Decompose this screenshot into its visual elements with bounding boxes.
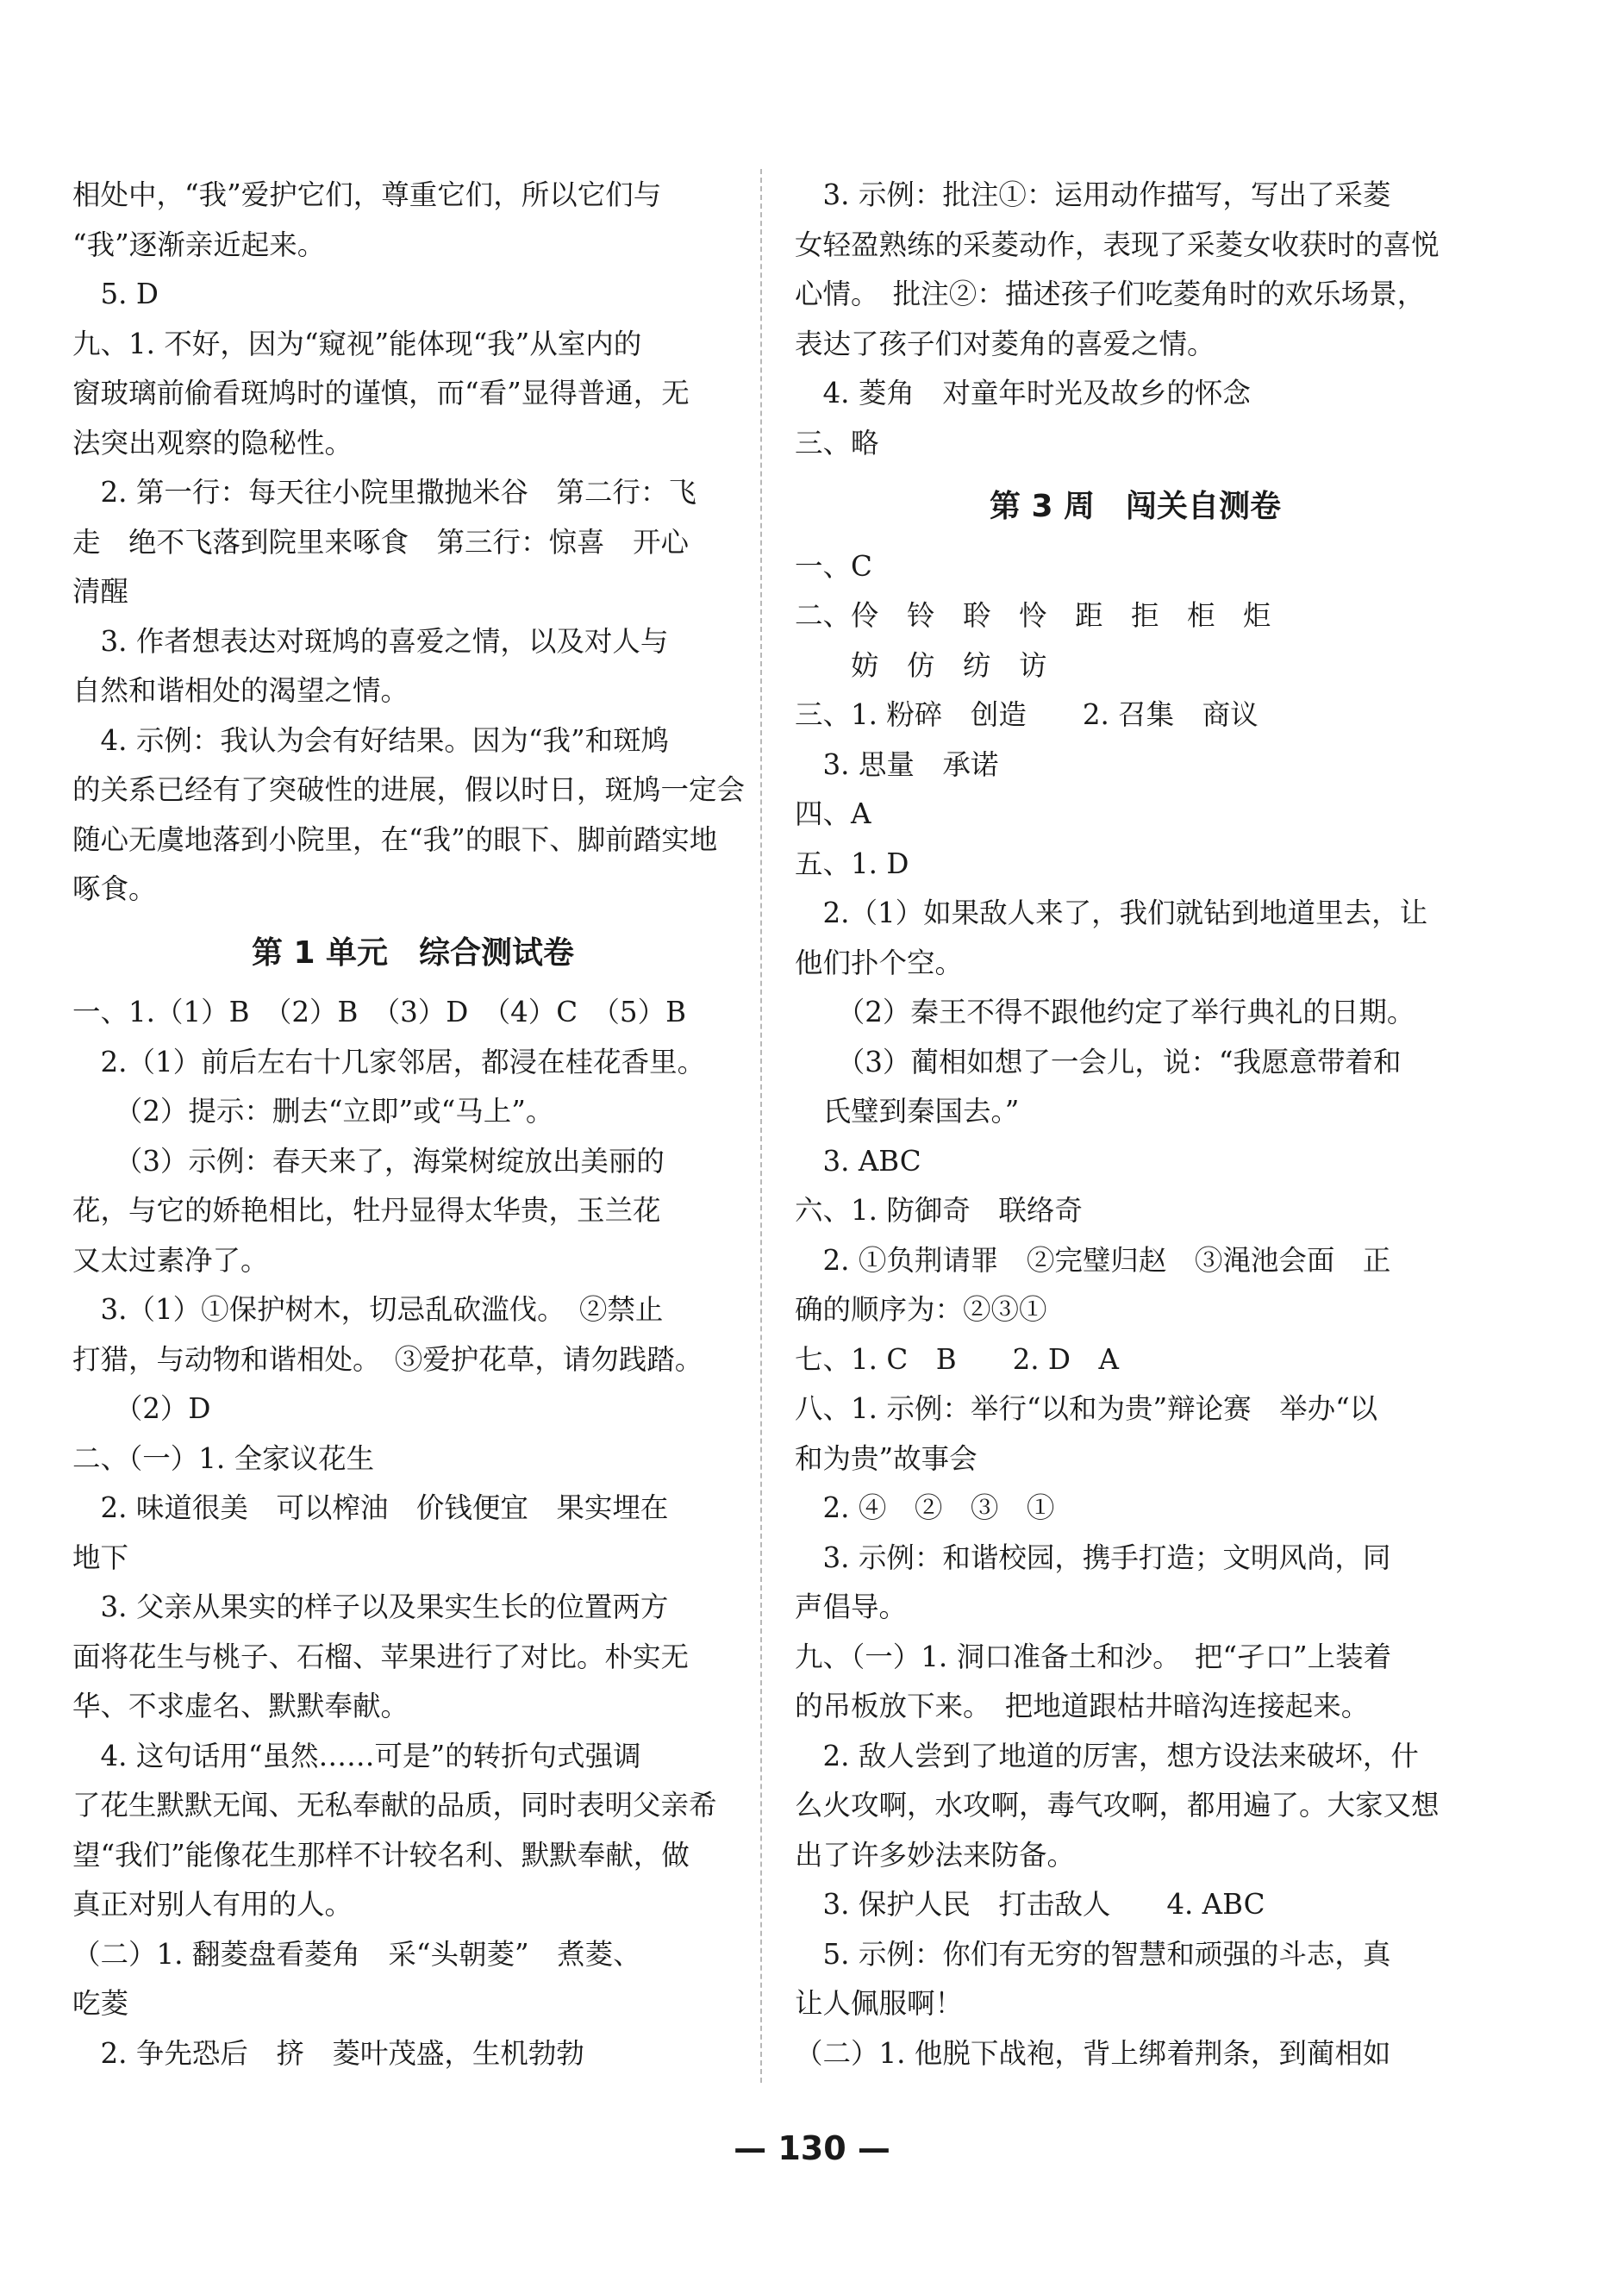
text-line: 和为贵”故事会 (795, 1441, 978, 1475)
text-line: 又太过素净了。 (72, 1243, 269, 1277)
text-line: 3. 思量 承诺 (795, 747, 999, 781)
text-line: 打猎，与动物和谐相处。 ③爱护花草，请勿践踏。 (72, 1342, 703, 1376)
text-line: 真正对别人有用的人。 (72, 1888, 353, 1921)
text-line: 八、1. 示例：举行“以和为贵”辩论赛 举办“以 (795, 1392, 1378, 1425)
text-line: 九、（一）1. 洞口准备土和沙。 把“孑口”上装着 (795, 1640, 1392, 1673)
text-line: 的关系已经有了突破性的进展，假以时日，斑鸠一定会 (72, 773, 746, 806)
text-line: 妨 仿 纺 访 (795, 648, 1047, 682)
text-line: （2）D (72, 1392, 211, 1425)
text-line: 一、C (795, 549, 872, 583)
text-line: 出了许多妙法来防备。 (795, 1838, 1076, 1872)
text-line: 2. 第一行：每天往小院里撒抛米谷 第二行：飞 (72, 476, 696, 509)
text-line: 3. ABC (795, 1144, 921, 1178)
text-line: （3）示例：春天来了，海棠树绽放出美丽的 (72, 1144, 665, 1178)
text-line: 吃菱 (72, 1987, 129, 2020)
text-line: 5. 示例：你们有无穷的智慧和顽强的斗志，真 (795, 1937, 1391, 1971)
text-line: 窗玻璃前偷看斑鸠时的谨慎，而“看”显得普通，无 (72, 377, 690, 409)
text-line: 三、1. 粉碎 创造 2. 召集 商议 (795, 698, 1259, 731)
text-line: （3）蔺相如想了一会儿，说：“我愿意带着和 (795, 1045, 1402, 1078)
text-line: 啄食。 (72, 872, 157, 905)
text-line: 望“我们”能像花生那样不计较名利、默默奉献，做 (72, 1838, 690, 1872)
left-block-1 (72, 171, 753, 915)
text-line: 2. ④ ② ③ ① (795, 1491, 1055, 1524)
text-line: 一、1.（1）B （2）B （3）D （4）C （5）B (72, 996, 686, 1028)
text-line: 3. 保护人民 打击敌人 4. ABC (795, 1888, 1265, 1921)
text-line: 2. 敌人尝到了地道的厉害，想方设法来破坏，什 (795, 1739, 1419, 1772)
text-line: 2. 味道很美 可以榨油 价钱便宜 果实埋在 (72, 1491, 669, 1524)
text-line: 面将花生与桃子、石榴、苹果进行了对比。朴实无 (72, 1640, 690, 1673)
page-number: — 130 — (734, 2129, 890, 2167)
text-line: 表达了孩子们对菱角的喜爱之情。 (795, 327, 1215, 360)
text-line: （二）1. 他脱下战袍，背上绑着荆条，到蔺相如 (795, 2036, 1391, 2070)
text-line: （2）提示：删去“立即”或“马上”。 (72, 1095, 554, 1128)
text-line: 清醒 (72, 575, 129, 608)
text-line: 六、1. 防御奇 联络奇 (795, 1194, 1083, 1227)
text-line: 法突出观察的隐秘性。 (72, 426, 353, 459)
text-line: 3. 示例：和谐校园，携手打造；文明风尚，同 (795, 1541, 1391, 1574)
text-line: 二、伶 铃 聆 怜 距 拒 柜 炬 (795, 599, 1271, 632)
column-divider (760, 169, 762, 2083)
text-line: （二）1. 翻菱盘看菱角 采“头朝菱” 煮菱、 (72, 1937, 641, 1971)
text-line: 2. ①负荆请罪 ②完璧归赵 ③渑池会面 正 (795, 1243, 1391, 1277)
text-line: （2）秦王不得不跟他约定了举行典礼的日期。 (795, 996, 1415, 1028)
text-line: 九、1. 不好，因为“窥视”能体现“我”从室内的 (72, 327, 642, 360)
text-line: 2.（1）前后左右十几家邻居，都浸在桂花香里。 (72, 1045, 706, 1078)
text-line: 了花生默默无闻、无私奉献的品质，同时表明父亲希 (72, 1789, 717, 1822)
text-line: 随心无虞地落到小院里，在“我”的眼下、脚前踏实地 (72, 822, 718, 856)
text-line: 氏璧到秦国去。” (795, 1095, 1020, 1128)
text-line: 确的顺序为：②③① (795, 1293, 1047, 1326)
left-block-2 (72, 988, 753, 2078)
text-line: 四、A (795, 797, 871, 830)
text-line: 5. D (72, 278, 159, 310)
text-line: 三、略 (795, 426, 879, 459)
text-line: 3.（1）①保护树木，切忌乱砍滥伐。 ②禁止 (72, 1293, 664, 1326)
text-line: 3. 父亲从果实的样子以及果实生长的位置两方 (72, 1591, 669, 1623)
text-line: 3. 示例：批注①：运用动作描写，写出了采菱 (795, 178, 1391, 211)
text-line: 声倡导。 (795, 1591, 908, 1623)
text-line: 七、1. C B 2. D A (795, 1342, 1119, 1376)
text-line: 3. 作者想表达对斑鸠的喜爱之情，以及对人与 (72, 624, 669, 658)
text-line: 二、（一）1. 全家议花生 (72, 1441, 375, 1475)
text-line: 2.（1）如果敌人来了，我们就钻到地道里去，让 (795, 897, 1428, 929)
text-line: “我”逐渐亲近起来。 (72, 228, 326, 261)
text-line: 五、1. D (795, 847, 909, 880)
text-line: 让人佩服啊！ (795, 1987, 964, 2020)
text-line: 走 绝不飞落到院里来啄食 第三行：惊喜 开心 (72, 525, 690, 559)
right-block-2 (795, 542, 1476, 2079)
left-column (72, 171, 753, 2078)
text-line: 4. 示例：我认为会有好结果。因为“我”和斑鸠 (72, 723, 670, 757)
text-line: 女轻盈熟练的采菱动作，表现了采菱女收获时的喜悦 (795, 228, 1440, 261)
text-line: 地下 (72, 1541, 129, 1574)
text-line: 他们扑个空。 (795, 946, 964, 979)
text-line: 2. 争先恐后 挤 菱叶茂盛，生机勃勃 (72, 2036, 584, 2070)
text-line: 相处中，“我”爱护它们，尊重它们，所以它们与 (72, 178, 662, 211)
text-line: 4. 这句话用“虽然……可是”的转折句式强调 (72, 1739, 641, 1772)
section-heading-week-3: 第 3 周 闯关自测卷 (989, 489, 1282, 524)
text-line: 么火攻啊，水攻啊，毒气攻啊，都用遍了。大家又想 (795, 1789, 1440, 1822)
right-block-1 (795, 171, 1476, 468)
text-line: 心情。 批注②：描述孩子们吃菱角时的欢乐场景， (795, 278, 1426, 310)
text-line: 4. 菱角 对童年时光及故乡的怀念 (795, 377, 1251, 409)
text-line: 自然和谐相处的渴望之情。 (72, 674, 409, 707)
section-heading-unit-1: 第 1 单元 综合测试卷 (251, 934, 575, 971)
text-line: 花，与它的娇艳相比，牡丹显得太华贵，玉兰花 (72, 1194, 661, 1227)
right-column (795, 171, 1476, 2078)
text-line: 华、不求虚名、默默奉献。 (72, 1690, 409, 1722)
text-line: 的吊板放下来。 把地道跟枯井暗沟连接起来。 (795, 1690, 1370, 1722)
